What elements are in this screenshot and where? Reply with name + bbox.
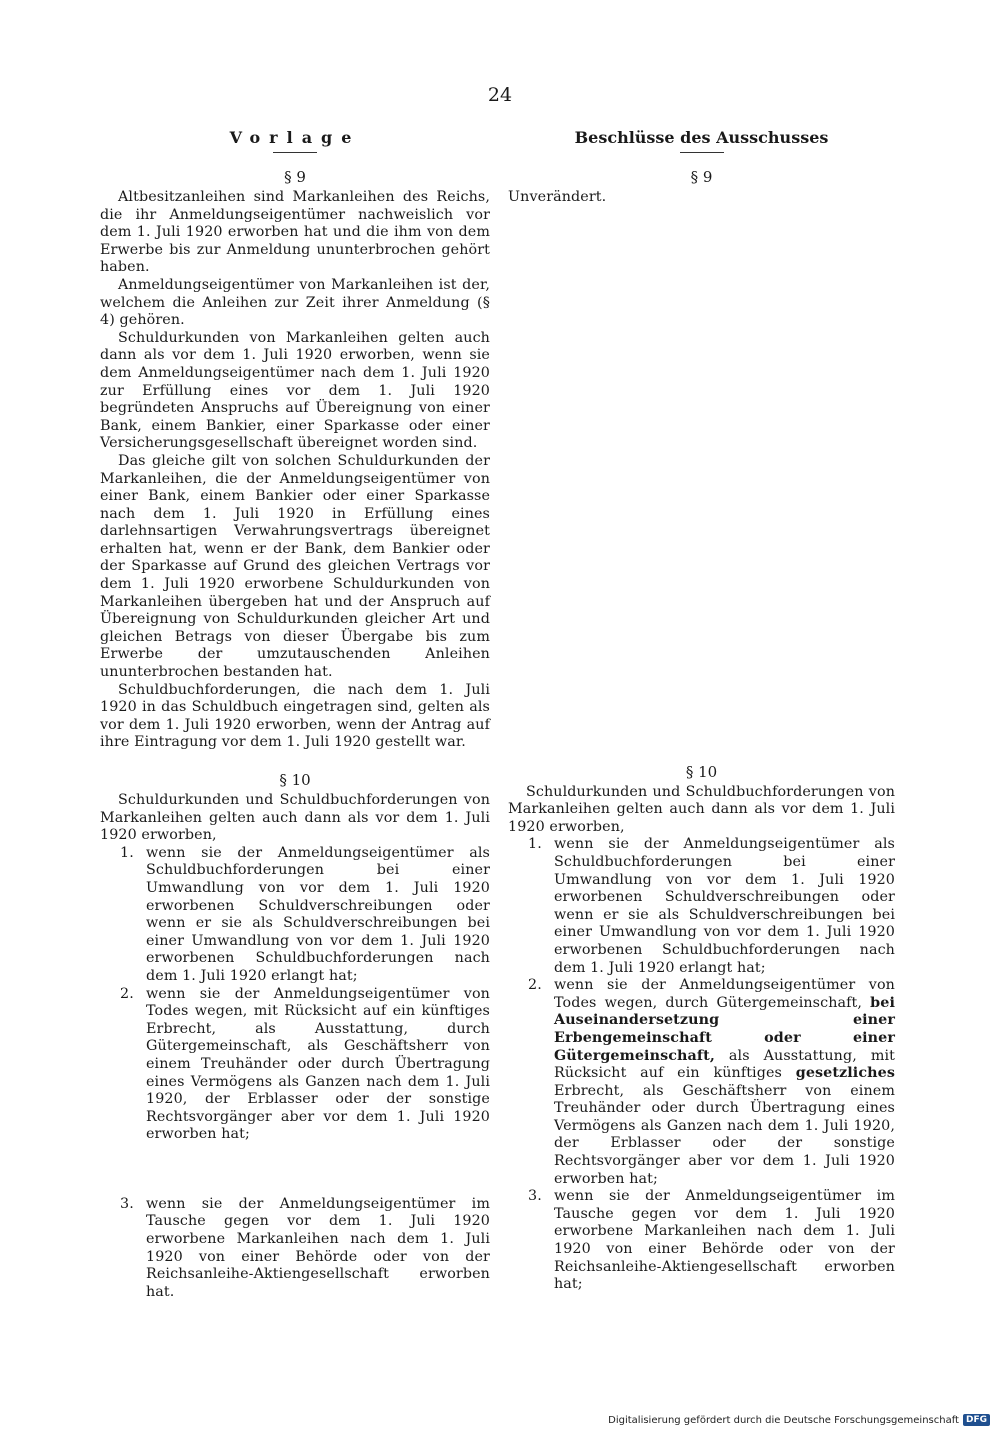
list-number: 1. [120,844,134,861]
section-9-paragraph: Das gleiche gilt von solchen Schuldurkunden der Markanleihen, die der Anmeldungseigentümer von einer Bank, einem Bankier oder einer Sparkasse nach dem 1. Juli 1920 in Erfüllung eines darlehnsartigen Verwahrungsvertrags übereignet erhalten hat, wenn er der Bank, dem Bankier oder der Sparkasse auf Grund des gleichen Vertrags vor dem 1. Juli 1920 erworbene Schuldurkunden von Markanleihen übergeben hat und der Anspruch auf Übereignung von Schuldurkunden gleicher Art und gleichen Betrags von dieser Übergabe bis zum Erwerbe der umzutauschenden Anleihen ununterbrochen bestanden hat. [100,452,490,681]
list-item [508,836,895,977]
list-text: wenn sie der Anmeldungseigentümer als Schuldbuchforderungen bei einer Umwandlung von vor dem 1. Juli 1920 erworbenen Schuldverschreibungen oder wenn er sie als Schuldverschreibungen bei einer Umwandlung von vor dem 1. Juli 1920 erworbenen Schuldbuchforderungen nach dem 1. Juli 1920 erlangt hat; [146,844,490,984]
section-9-paragraph: Altbesitzanleihen sind Markanleihen des Reichs, die ihr Anmeldungseigentümer nachweislich vor dem 1. Juli 1920 erworben hat und die ihm von dem Erwerbe bis zur Anmeldung ununterbrochen gehört haben. [100,189,490,276]
column-beschluesse [508,124,895,1294]
page-number: 24 [487,84,513,106]
list-text-part: Erbrecht, als Geschäftsherr von einem Treuhänder oder durch Übertragung eines Vermögens als Ganzen nach dem 1. Juli 1920, der Erblasser oder der sonstige Rechtsvorgänger aber vor dem 1. Juli 1920 erworben hat; [554,1082,895,1187]
column-vorlage [100,124,490,1301]
spacer [508,207,895,762]
list-item [508,977,895,1188]
list-text [554,977,895,1187]
heading-vorlage: Vorlage [229,128,361,147]
section-9-paragraph: Schuldbuchforderungen, die nach dem 1. Juli 1920 in das Schuldbuch eingetragen sind, gelten als vor dem 1. Juli 1920 erworben, wenn der Antrag auf ihre Eintragung vor dem 1. Juli 1920 gestellt war. [100,681,490,751]
section-10-intro: Schuldurkunden und Schuldbuchforderungen von Markanleihen gelten auch dann als vor dem 1. Juli 1920 erworben, [508,783,895,835]
list-item [508,1188,895,1294]
list-text: wenn sie der Anmeldungseigentümer im Tausche gegen vor dem 1. Juli 1920 erworbene Markanleihen nach dem 1. Juli 1920 von einer Behörde oder von der Reichsanleihe-Aktiengesellschaft erworben hat. [146,1195,490,1300]
list-item [100,986,490,1144]
heading-beschluesse: Beschlüsse des Ausschusses [574,128,829,147]
section-9-paragraph: Anmeldungseigentümer von Markanleihen ist der, welchem die Anleihen zur Zeit ihrer Anmeldung (§ 4) gehören. [100,276,490,329]
section-10-title: § 10 [685,762,718,781]
list-number: 3. [120,1195,134,1212]
amendment-bold-text: bei Auseinandersetzung einer Erbengemeinschaft oder einer Gütergemeinschaft, [554,994,895,1064]
heading-rule [273,152,317,153]
heading-rule [680,152,724,153]
list-item [100,845,490,986]
list-number: 1. [528,836,542,853]
amendment-bold-text: gesetzliches [795,1065,895,1082]
list-text: wenn sie der Anmeldungseigentümer als Schuldbuchforderungen bei einer Umwandlung von vor dem 1. Juli 1920 erworbenen Schuldverschreibungen oder wenn er sie als Schuldverschreibungen bei einer Umwandlung von vor dem 1. Juli 1920 erworbenen Schuldbuchforderungen nach dem 1. Juli 1920 erlangt hat; [554,836,895,976]
section-9-paragraph: Schuldurkunden von Markanleihen gelten auch dann als vor dem 1. Juli 1920 erworben, wenn sie dem Anmeldungseigentümer nach dem 1. Juli 1920 zur Erfüllung eines vor dem 1. Juli 1920 begründeten Anspruchs auf Übereignung von einer Bank, einem Bankier, einer Sparkasse oder einer Versicherungsgesellschaft übereignet worden sind. [100,329,490,452]
list-number: 3. [528,1188,542,1205]
digitization-footer [608,1414,990,1426]
list-item [100,1196,490,1302]
list-text-part: als Ausstattung, mit Rücksicht auf ein künftiges [554,1047,895,1082]
list-text: wenn sie der Anmeldungseigentümer im Tausche gegen vor dem 1. Juli 1920 erworbene Markanleihen nach dem 1. Juli 1920 von einer Behörde oder von der Reichsanleihe-Aktiengesellschaft erworben hat; [554,1188,895,1293]
dfg-logo: DFG [963,1414,990,1426]
section-9-title: § 9 [284,168,306,186]
footer-text: Digitalisierung gefördert durch die Deutsche Forschungsgemeinschaft [608,1414,959,1426]
list-text-part: wenn sie der Anmeldungseigentümer von Todes wegen, durch Gütergemeinschaft, [554,977,895,1011]
list-number: 2. [120,985,134,1002]
list-number: 2. [528,977,542,994]
list-text: wenn sie der Anmeldungseigentümer von Todes wegen, mit Rücksicht auf ein künftiges Erbrecht, als Ausstattung, durch Gütergemeinschaft, als Geschäftsherr von einem Treuhänder oder durch Übertragung eines Vermögens als Ganzen nach dem 1. Juli 1920, der Erblasser oder der sonstige Rechtsvorgänger aber vor dem 1. Juli 1920 erworben hat; [146,985,490,1143]
section-10-intro: Schuldurkunden und Schuldbuchforderungen von Markanleihen gelten auch dann als vor dem 1. Juli 1920 erworben, [100,792,490,844]
section-10-title: § 10 [279,771,311,789]
section-9-title: § 9 [690,168,713,186]
section-9-unchanged: Unverändert. [508,189,607,205]
